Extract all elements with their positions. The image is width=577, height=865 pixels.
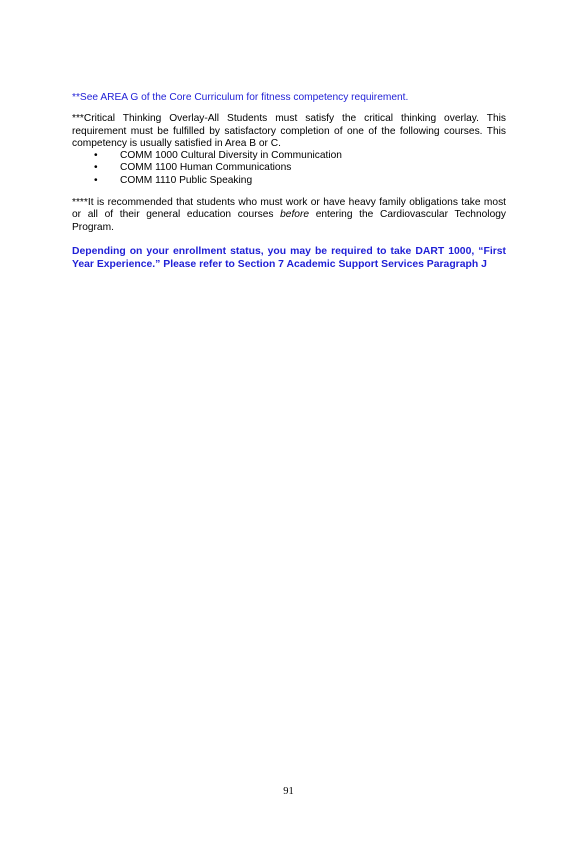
recommendation-paragraph [72,197,506,234]
recommendation-emphasis: before [280,209,310,221]
enrollment-notice: Depending on your enrollment status, you may be required to take DART 1000, “First Year Experience.” Please refer to Section 7 Academic Support Services Paragraph J [72,245,506,270]
course-name: COMM 1110 Public Speaking [120,174,253,186]
course-name: COMM 1100 Human Communications [120,162,292,174]
list-item [72,175,506,187]
list-item [72,162,506,174]
recommendation-text-end: entering the Cardiovascular Technology Program. [72,209,506,233]
list-item [72,150,506,162]
area-g-note: **See AREA G of the Core Curriculum for fitness competency requirement. [72,92,409,103]
page-number: 91 [283,786,294,797]
bullet-icon: • [94,150,98,162]
course-list [72,150,506,187]
page-content [72,92,506,271]
course-name: COMM 1000 Cultural Diversity in Communication [120,150,342,162]
recommendation-text-start: ****It is recommended that students who must work or have heavy family obligations take most or all of their general education courses [72,197,506,221]
bullet-icon: • [94,162,98,174]
critical-thinking-paragraph: ***Critical Thinking Overlay-All Students must satisfy the critical thinking overlay. This requirement must be fulfilled by satisfactory completion of one of the following courses. This competency is usually satisfied in Area B or C. [72,113,506,149]
bullet-icon: • [94,174,98,186]
